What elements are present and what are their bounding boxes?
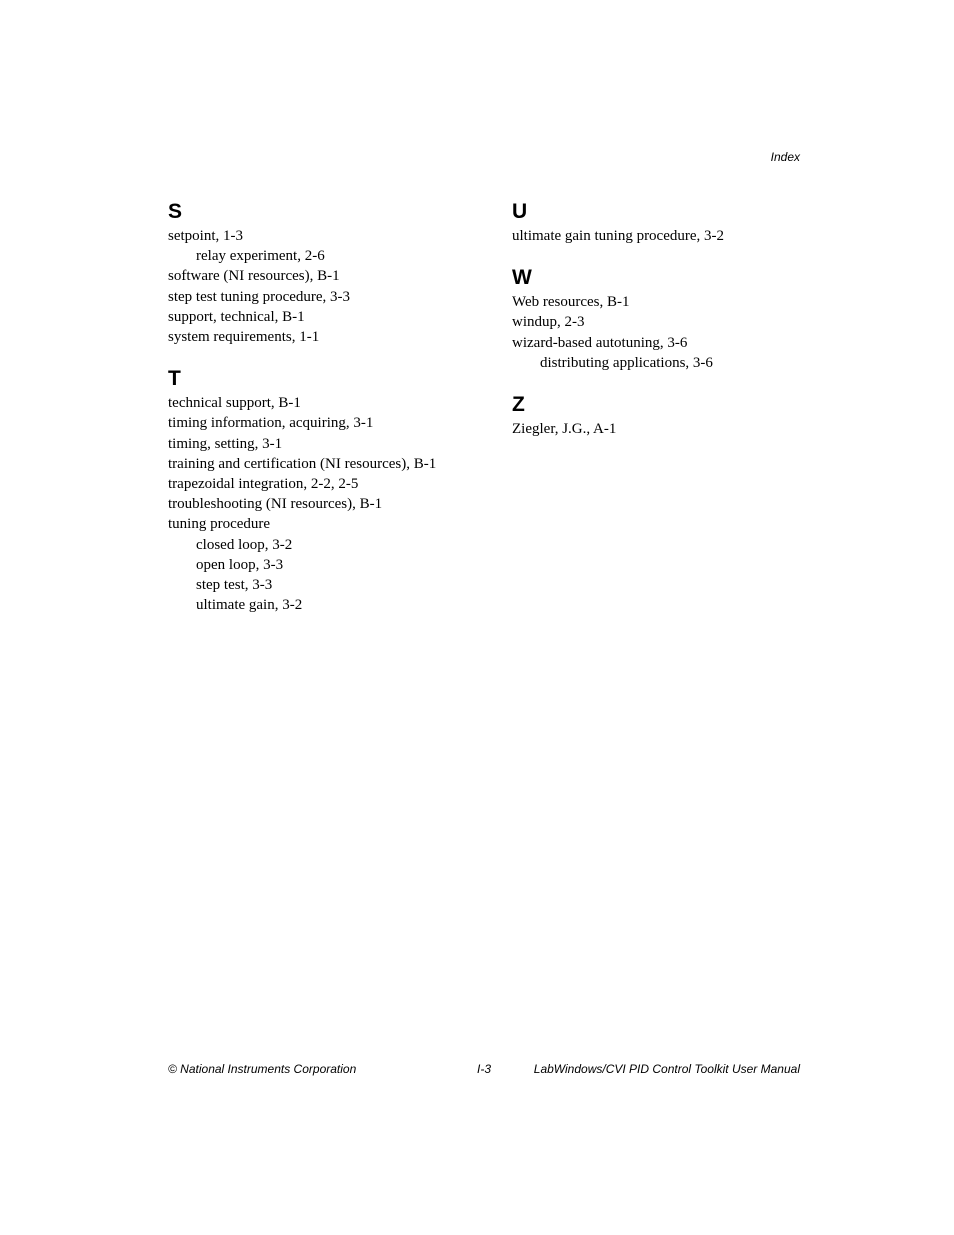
index-entry: timing information, acquiring, 3-1 (168, 415, 374, 432)
index-entry: training and certification (NI resources), B-1 (168, 455, 437, 472)
index-section (512, 266, 812, 373)
index-section (168, 367, 488, 615)
index-entry: step test tuning procedure, 3-3 (168, 288, 351, 305)
index-entry: tuning procedure (168, 516, 271, 533)
footer-copyright: © National Instruments Corporation (168, 1062, 357, 1076)
index-entry: Web resources, B-1 (512, 294, 630, 311)
index-section (512, 393, 812, 439)
index-column-right (512, 200, 812, 459)
index-section (168, 200, 488, 347)
index-entry: support, technical, B-1 (168, 308, 305, 325)
index-entry: technical support, B-1 (168, 395, 301, 412)
index-subentry: closed loop, 3-2 (196, 536, 293, 553)
index-entry: trapezoidal integration, 2-2, 2-5 (168, 476, 359, 493)
index-entry: software (NI resources), B-1 (168, 268, 340, 285)
index-subentry: relay experiment, 2-6 (196, 248, 325, 265)
index-subentry: distributing applications, 3-6 (540, 354, 713, 371)
index-subentry: step test, 3-3 (196, 577, 273, 594)
section-letter: T (168, 367, 181, 391)
index-subentry: ultimate gain, 3-2 (196, 597, 303, 614)
index-subentry: open loop, 3-3 (196, 556, 284, 573)
index-column-left (168, 200, 488, 635)
running-head: Index (770, 150, 800, 164)
index-entry: setpoint, 1-3 (168, 228, 243, 244)
section-letter: Z (512, 393, 525, 417)
section-letter: U (512, 200, 528, 223)
index-entry: timing, setting, 3-1 (168, 435, 283, 452)
footer-manual-title: LabWindows/CVI PID Control Toolkit User Manual (533, 1062, 800, 1076)
section-letter: W (512, 266, 532, 290)
index-entry: windup, 2-3 (512, 314, 585, 331)
index-section (512, 200, 812, 246)
footer-page-number: I-3 (477, 1062, 492, 1076)
index-entry: Ziegler, J.G., A-1 (512, 421, 617, 438)
index-entry: wizard-based autotuning, 3-6 (512, 334, 688, 351)
index-entry: system requirements, 1-1 (168, 329, 320, 346)
section-letter: S (168, 200, 183, 223)
index-entry: troubleshooting (NI resources), B-1 (168, 496, 383, 513)
index-entry: ultimate gain tuning procedure, 3-2 (512, 228, 725, 244)
